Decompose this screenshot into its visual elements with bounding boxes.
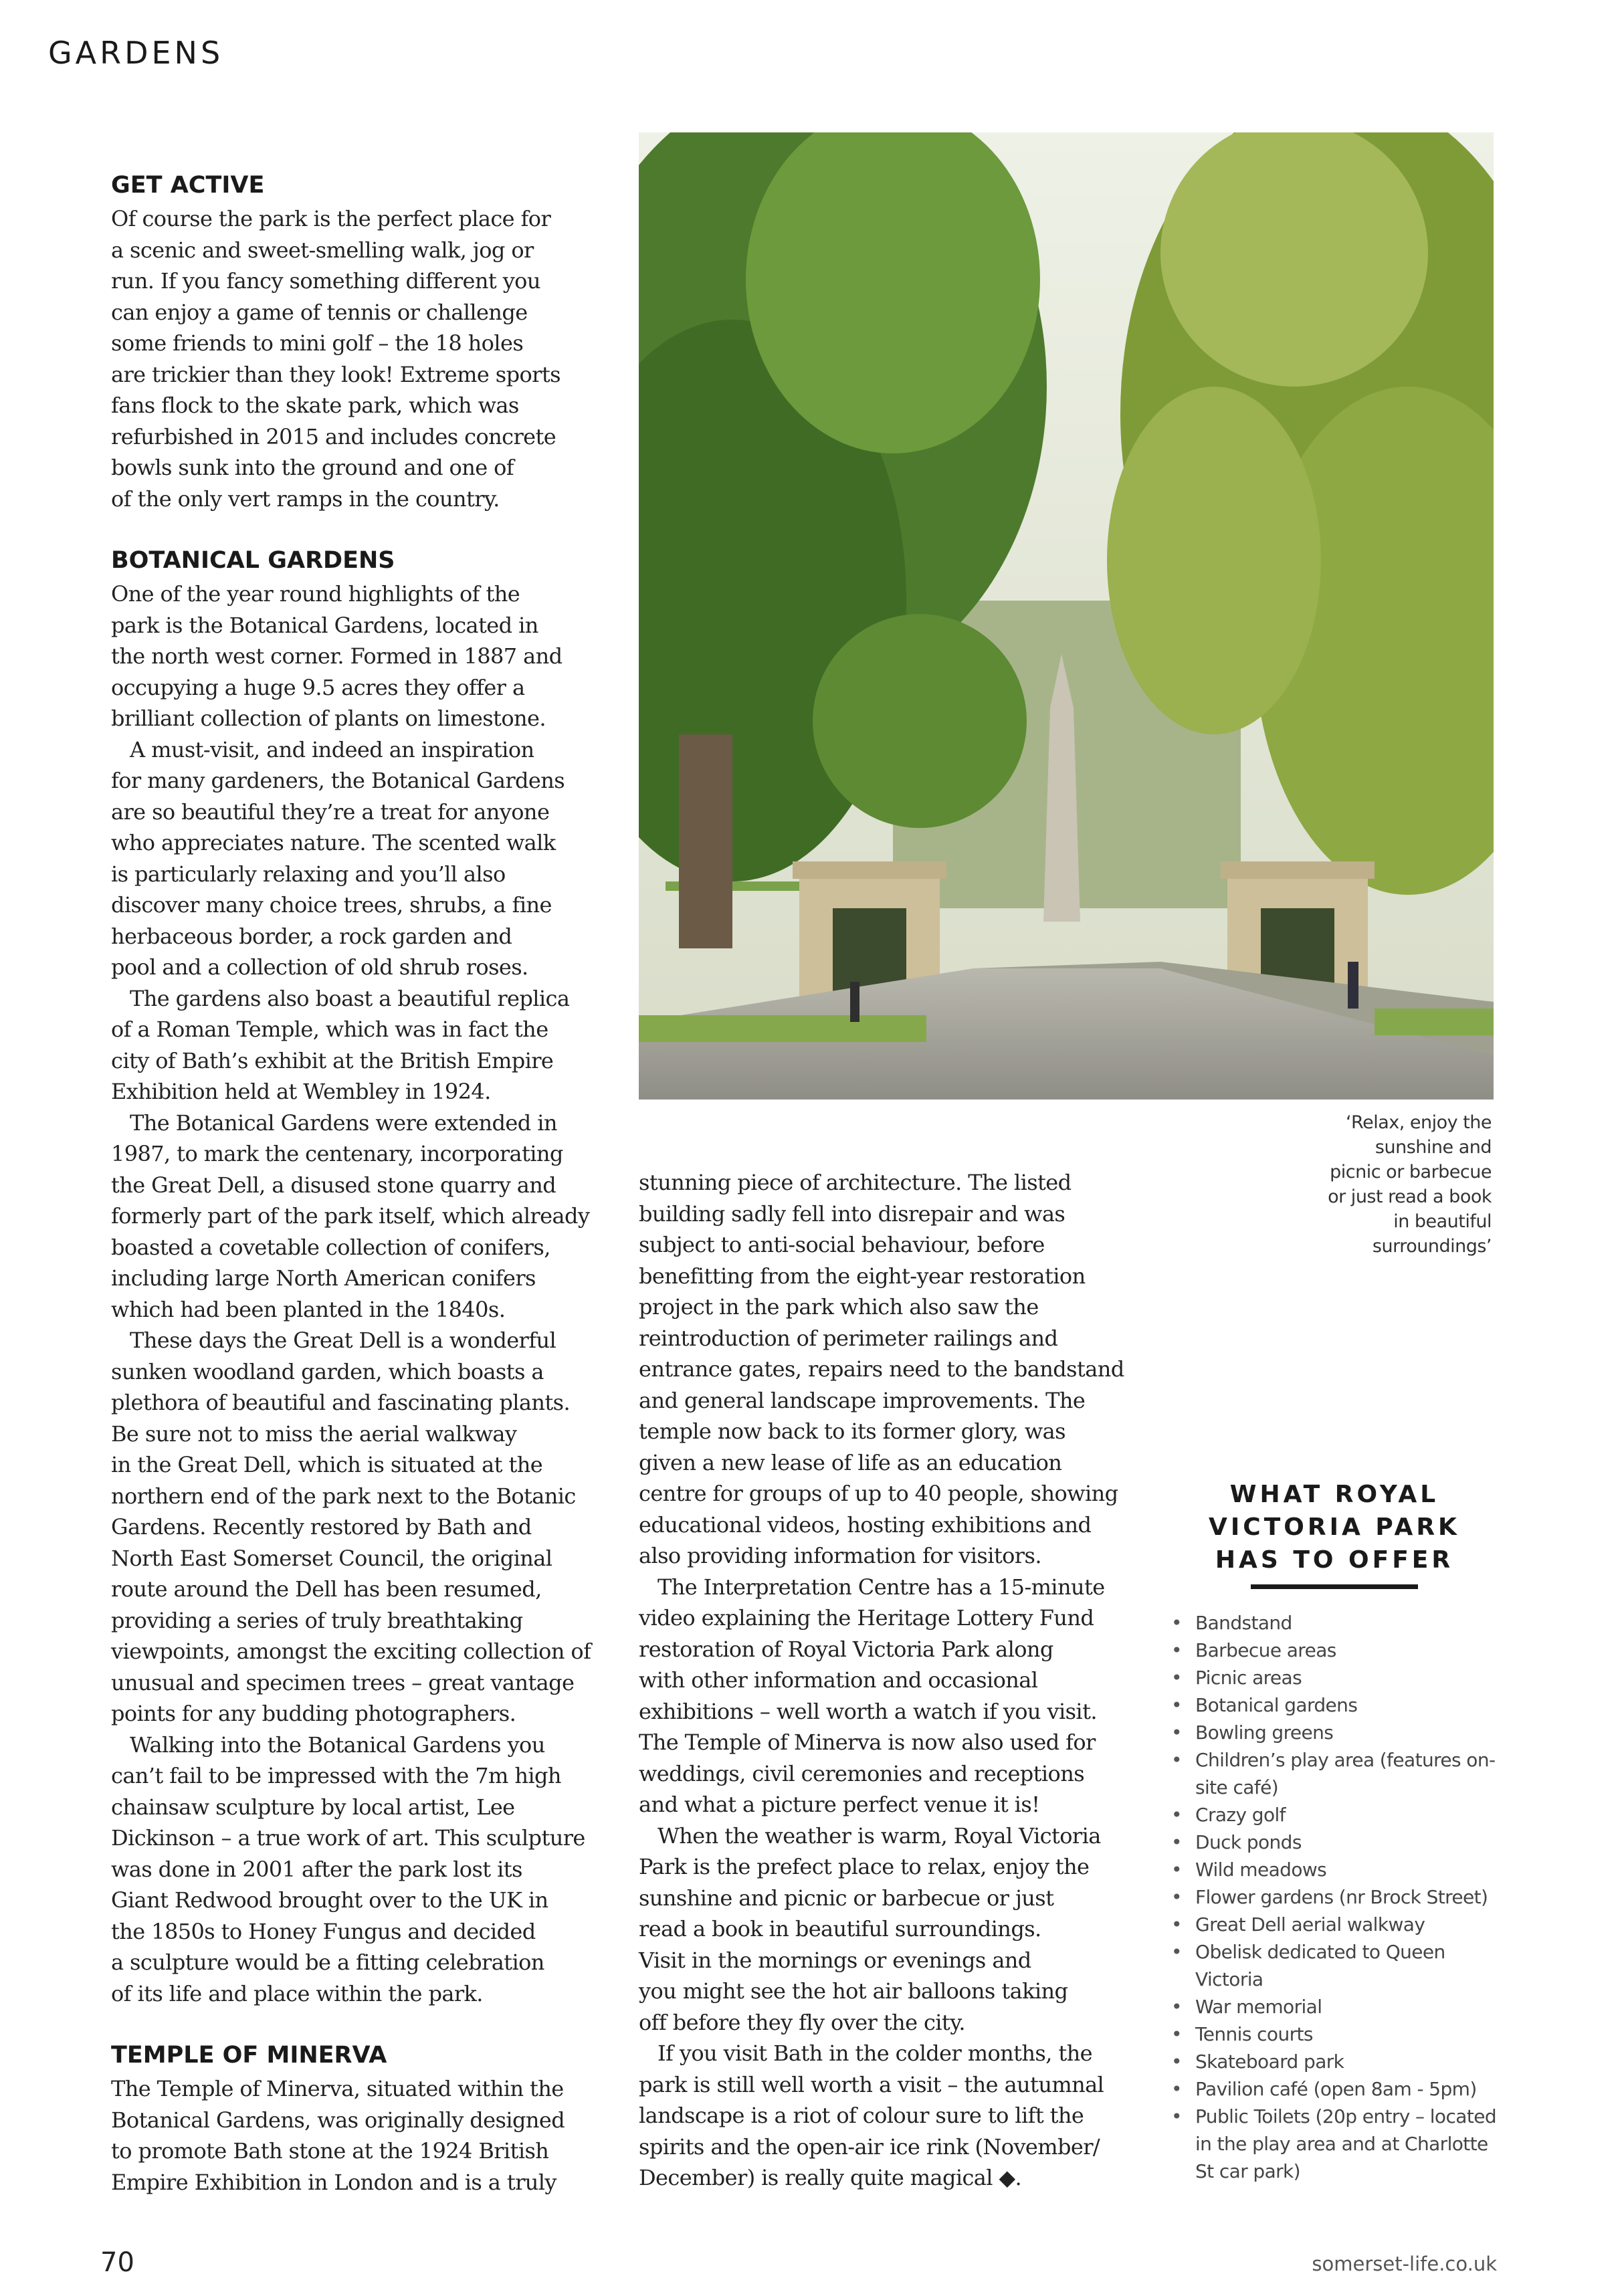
paragraph: The gardens also boast a beautiful replica of a Roman Temple, which was in fact the city of Bath’s exhibit at the British Empire Exhibition held at Wembley in 1924. [111,985,570,1104]
paragraph: When the weather is warm, Royal Victoria Park is the prefect place to relax, enjoy the sunshine and picnic or barbecue or just read a book in beautiful surroundings. Visit in the mornings or evenings and you might see the hot air balloons taking off before they fly over the city. [639,1822,1101,2035]
paragraph: These days the Great Dell is a wonderful sunken woodland garden, which boasts a plethora of beautiful and fascinating plants. Be sure not to miss the aerial walkway in the Great Dell, which is situated at the northern end of the park next to the Botanic Gardens. Recently restored by Bath and North East Somerset Council, the original route around the Dell has been resumed, providing a series of truly breathtaking viewpoints, amongst the exciting collection of unusual and specimen trees – great vantage points for any budding photographers. [111,1328,591,1726]
list-item: • Obelisk dedicated to Queen Victoria [1195,1938,1508,1993]
list-item: • Botanical gardens [1195,1691,1508,1719]
paragraph: Of course the park is the perfect place for a scenic and sweet-smelling walk, jog or run. If you fancy something different you can enjoy a game of tennis or challenge some friends to mini golf – the 18 holes are trickier than they look! Extreme sports fans flock to the skate park, which was refurbished in 2015 and includes concrete bowls sunk into the ground and one of of the only vert ramps in the country. [111,206,561,512]
list-item: • Great Dell aerial walkway [1195,1911,1508,1938]
list-item: • Flower gardens (nr Brock Street) [1195,1883,1508,1911]
section-label: GARDENS [48,35,224,71]
list-item: • Skateboard park [1195,2048,1508,2075]
paragraph: The Botanical Gardens were extended in 1987, to mark the centenary, incorporating the Great Dell, a disused stone quarry and formerly part of the park itself, which already boasted a covetable collection of conifers, including large North American conifers which had been planted in the 1840s. [111,1110,590,1322]
paragraph: stunning piece of architecture. The listed building sadly fell into disrepair and was subject to anti-social behaviour, before benefitting from the eight-year restoration project in the park which also saw the reintroduction of perimeter railings and entrance gates, repairs need to the bandstand and general landscape improvements. The temple now back to its former glory, was given a new lease of life as an education centre for groups of up to 40 people, showing educational videos, hosting exhibitions and also providing information for visitors. [639,1170,1124,1568]
list-item: • Wild meadows [1195,1856,1508,1883]
offer-list [1160,1609,1508,2185]
paragraph: If you visit Bath in the colder months, the park is still well worth a visit – the autumnal landscape is a riot of colour sure to lift the spirits and the open-air ice rink (November/ December) is really quite magical ◆. [639,2041,1104,2190]
sidebar-rule [1251,1584,1418,1589]
paragraph: A must-visit, and indeed an inspiration for many gardeners, the Botanical Gardens are so beautiful they’re a treat for anyone who appreciates nature. The scented walk is particularly relaxing and you’ll also discover many choice trees, shrubs, a fine herbaceous border, a rock garden and pool and a collection of old shrub roses. [111,736,565,980]
sidebar-title: WHAT ROYAL VICTORIA PARK HAS TO OFFER [1209,1481,1460,1574]
paragraph: Walking into the Botanical Gardens you can’t fail to be impressed with the 7m high chainsaw sculpture by local artist, Lee Dickinson – a true work of art. This sculpture was done in 2001 after the park lost its Giant Redwood brought over to the UK in the 1850s to Honey Fungus and decided a sculpture would be a fitting celebration of its life and place within the park. [111,1732,585,2006]
paragraph: The Temple of Minerva, situated within the Botanical Gardens, was originally designed to promote Bath stone at the 1924 British Empire Exhibition in London and is a truly [111,2076,565,2195]
middle-column [639,1167,1137,2194]
list-item: • Picnic areas [1195,1664,1508,1691]
list-item: • Duck ponds [1195,1829,1508,1856]
list-item: • Tennis courts [1195,2020,1508,2048]
list-item: • Children’s play area (features on-site café) [1195,1746,1508,1801]
heading-temple-of-minerva: TEMPLE OF MINERVA [111,2042,387,2069]
list-item: • War memorial [1195,1993,1508,2020]
left-column [111,170,609,2198]
paragraph: One of the year round highlights of the park is the Botanical Gardens, located in the north west corner. Formed in 1887 and occupying a huge 9.5 acres they offer a brilliant collection of plants on limestone. [111,581,563,731]
offer-sidebar [1160,1478,1508,2185]
paragraph: The Interpretation Centre has a 15-minute video explaining the Heritage Lottery Fund restoration of Royal Victoria Park along with other information and occasional exhibitions – well worth a watch if you visit. The Temple of Minerva is now also used for weddings, civil ceremonies and receptions and what a picture perfect venue it is! [639,1574,1105,1817]
list-item: • Pavilion café (open 8am - 5pm) [1195,2075,1508,2103]
website-url: somerset-life.co.uk [1312,2253,1497,2275]
list-item: • Public Toilets (20p entry – located in the play area and at Charlotte St car park) [1195,2103,1508,2185]
list-item: • Bowling greens [1195,1719,1508,1746]
pull-quote: ‘Relax, enjoy the sunshine and picnic or barbecue or just read a book in beautiful surroundings’ [1328,1112,1492,1257]
heading-botanical-gardens: BOTANICAL GARDENS [111,547,395,574]
list-item: • Crazy golf [1195,1801,1508,1829]
page-number: 70 [100,2247,134,2278]
heading-get-active: GET ACTIVE [111,172,265,199]
list-item: • Barbecue areas [1195,1637,1508,1664]
list-item: • Bandstand [1195,1609,1508,1637]
park-entrance-photo [639,132,1494,1100]
